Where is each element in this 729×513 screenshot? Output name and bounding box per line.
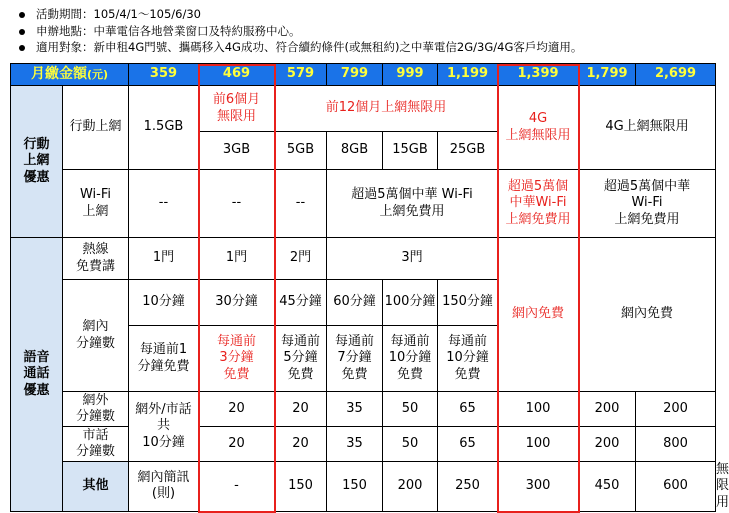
landline-469: 20 bbox=[199, 427, 275, 462]
per-call-line: 每通前 bbox=[334, 334, 374, 350]
per-call-line: 免費 bbox=[341, 366, 368, 382]
voice-category-line: 優惠 bbox=[23, 382, 50, 398]
sms-469: 150 bbox=[275, 462, 327, 512]
price-2699: 2,699 bbox=[636, 64, 716, 86]
offnet-1199: 65 bbox=[438, 392, 498, 427]
price-999: 999 bbox=[383, 64, 438, 86]
per-call-line: 免費 bbox=[454, 366, 481, 382]
wifi-1399-line: 上網免費用 bbox=[505, 211, 571, 227]
landline-2699: 800 bbox=[636, 427, 716, 462]
per-call-line: 10分鐘 bbox=[446, 350, 489, 366]
data-469: 3GB bbox=[199, 132, 275, 170]
mobile-data-label: 行動上網 bbox=[63, 86, 129, 170]
voice-category-line: 語音 bbox=[23, 350, 50, 365]
per-call-999 bbox=[383, 326, 438, 392]
per-call-line: 10分鐘 bbox=[388, 350, 432, 366]
mobile-category-line: 上網 bbox=[23, 153, 50, 169]
per-call-359 bbox=[129, 326, 199, 392]
wifi-mid-line: 上網免費用 bbox=[379, 203, 445, 219]
sms-359: - bbox=[199, 462, 275, 512]
onnet-free-high: 網內免費 bbox=[579, 238, 716, 392]
wifi-1399-line: 超過5萬個 bbox=[507, 179, 569, 195]
landline-1799: 200 bbox=[579, 427, 636, 462]
landline-label bbox=[63, 427, 129, 462]
wifi-high-line: Wi-Fi bbox=[631, 195, 663, 211]
landline-label-line: 市話 bbox=[82, 427, 109, 443]
price-579: 579 bbox=[275, 64, 327, 86]
per-call-line: 5分鐘 bbox=[283, 350, 318, 366]
wifi-label-line: Wi-Fi bbox=[79, 187, 111, 203]
onnet-label-line: 分鐘數 bbox=[75, 335, 115, 351]
hotline-row bbox=[11, 238, 716, 280]
onnet-minutes-469: 30分鐘 bbox=[199, 280, 275, 326]
price-1199: 1,199 bbox=[438, 64, 498, 86]
sms-799: 200 bbox=[383, 462, 438, 512]
wifi-mid-tier bbox=[327, 170, 498, 238]
sms-label-line: (則) bbox=[151, 486, 176, 502]
per-call-line: 分鐘免費 bbox=[137, 358, 190, 374]
landline-1399: 100 bbox=[498, 427, 579, 462]
per-call-line: 免費 bbox=[223, 366, 250, 382]
combined-line: 網外/市話共 bbox=[135, 402, 192, 434]
offnet-label-line: 網外 bbox=[82, 392, 109, 408]
sms-1399: 450 bbox=[579, 462, 636, 512]
wifi-high-tier bbox=[579, 170, 716, 238]
offnet-799: 35 bbox=[327, 392, 383, 427]
data-1399-line: 上網無限用 bbox=[505, 127, 571, 143]
wifi-mid-line: 超過5萬個中華 Wi-Fi bbox=[351, 187, 473, 203]
note-line: 無限用 bbox=[216, 108, 256, 124]
offnet-1399: 100 bbox=[498, 392, 579, 427]
data-12-month-note: 前12個月上網無限用 bbox=[275, 86, 498, 132]
sms-1799: 600 bbox=[636, 462, 716, 512]
per-call-469 bbox=[199, 326, 275, 392]
onnet-label-line: 網內 bbox=[82, 319, 109, 335]
mobile-data-row-a bbox=[11, 86, 716, 132]
data-1399-line: 4G bbox=[528, 111, 548, 127]
onnet-free-1399: 網內免費 bbox=[498, 238, 579, 392]
plan-comparison-table bbox=[10, 63, 729, 512]
wifi-label-line: 上網 bbox=[82, 203, 109, 219]
per-call-799 bbox=[327, 326, 383, 392]
price-469: 469 bbox=[199, 64, 275, 86]
hotline-label bbox=[63, 238, 129, 280]
landline-1199: 65 bbox=[438, 427, 498, 462]
landline-row bbox=[11, 427, 716, 462]
wifi-high-line: 上網免費用 bbox=[614, 211, 680, 227]
offnet-row bbox=[11, 392, 716, 427]
activity-period: 活動期間：105/4/1～105/6/30 bbox=[10, 6, 715, 23]
hotline-579: 2門 bbox=[275, 238, 327, 280]
per-call-line: 每通前 bbox=[390, 334, 430, 350]
wifi-469: -- bbox=[199, 170, 275, 238]
mobile-category-line: 行動 bbox=[23, 137, 50, 153]
combined-minutes-359 bbox=[129, 392, 199, 462]
mobile-category bbox=[11, 86, 63, 238]
data-469-note bbox=[199, 86, 275, 132]
activity-info bbox=[10, 6, 715, 56]
data-1399 bbox=[498, 86, 579, 170]
mobile-category-line: 優惠 bbox=[23, 169, 50, 185]
landline-999: 50 bbox=[383, 427, 438, 462]
sms-579: 150 bbox=[327, 462, 383, 512]
wifi-1399 bbox=[498, 170, 579, 238]
data-799: 8GB bbox=[327, 132, 383, 170]
onnet-minutes-799: 60分鐘 bbox=[327, 280, 383, 326]
per-call-line: 免費 bbox=[396, 366, 423, 382]
onnet-minutes-999: 100分鐘 bbox=[383, 280, 438, 326]
sms-1199: 300 bbox=[498, 462, 579, 512]
price-header-row bbox=[11, 64, 716, 86]
onnet-minutes-579: 45分鐘 bbox=[275, 280, 327, 326]
per-call-579 bbox=[275, 326, 327, 392]
wifi-1399-line: 中華Wi-Fi bbox=[509, 195, 567, 211]
landline-label-line: 分鐘數 bbox=[75, 444, 115, 459]
sms-999: 250 bbox=[438, 462, 498, 512]
per-call-line: 每通前 bbox=[447, 334, 487, 350]
per-call-line: 每通前1 bbox=[139, 342, 188, 358]
per-call-line: 7分鐘 bbox=[337, 350, 372, 366]
hotline-359: 1門 bbox=[129, 238, 199, 280]
note-line: 前6個月 bbox=[212, 92, 261, 108]
per-call-line: 每通前 bbox=[216, 334, 256, 350]
wifi-label bbox=[63, 170, 129, 238]
data-359: 1.5GB bbox=[129, 86, 199, 170]
onnet-label bbox=[63, 280, 129, 392]
monthly-fee-title bbox=[11, 64, 129, 86]
wifi-359: -- bbox=[129, 170, 199, 238]
wifi-row bbox=[11, 170, 716, 238]
offnet-1799: 200 bbox=[579, 392, 636, 427]
data-high-tier: 4G上網無限用 bbox=[579, 86, 716, 170]
per-call-line: 免費 bbox=[287, 366, 314, 382]
data-579: 5GB bbox=[275, 132, 327, 170]
hotline-label-line: 熱線 bbox=[82, 242, 109, 258]
sms-label bbox=[129, 462, 199, 512]
offnet-999: 50 bbox=[383, 392, 438, 427]
data-999: 15GB bbox=[383, 132, 438, 170]
wifi-579: -- bbox=[275, 170, 327, 238]
monthly-fee-label: 月繳金額 bbox=[30, 65, 87, 82]
landline-799: 35 bbox=[327, 427, 383, 462]
price-359: 359 bbox=[129, 64, 199, 86]
wifi-high-line: 超過5萬個中華 bbox=[603, 179, 691, 195]
offnet-2699: 200 bbox=[636, 392, 716, 427]
landline-579: 20 bbox=[275, 427, 327, 462]
sms-row: 其他 網內簡訊 (則) - 150 150 200 250 300 450 600 無限用 bbox=[11, 462, 716, 512]
onnet-minutes-359: 10分鐘 bbox=[129, 280, 199, 326]
hotline-mid-tier: 3門 bbox=[327, 238, 498, 280]
voice-category bbox=[11, 238, 63, 512]
price-1799: 1,799 bbox=[579, 64, 636, 86]
per-call-line: 每通前 bbox=[280, 334, 320, 350]
price-1399: 1,399 bbox=[498, 64, 579, 86]
combined-line: 10分鐘 bbox=[142, 434, 185, 450]
offnet-469: 20 bbox=[199, 392, 275, 427]
voice-category-line: 通話 bbox=[23, 366, 50, 382]
application-location: 申辦地點：中華電信各地營業窗口及特約服務中心。 bbox=[10, 23, 715, 40]
offnet-label-line: 分鐘數 bbox=[75, 409, 115, 424]
price-799: 799 bbox=[327, 64, 383, 86]
per-call-line: 3分鐘 bbox=[219, 350, 254, 366]
hotline-469: 1門 bbox=[199, 238, 275, 280]
sms-label-line: 網內簡訊 bbox=[137, 470, 190, 486]
onnet-minutes-1199: 150分鐘 bbox=[438, 280, 498, 326]
hotline-label-line: 免費講 bbox=[75, 258, 115, 274]
other-category: 其他 bbox=[63, 462, 129, 512]
offnet-579: 20 bbox=[275, 392, 327, 427]
per-call-1199 bbox=[438, 326, 498, 392]
monthly-fee-unit: (元) bbox=[86, 67, 109, 81]
eligible-customers: 適用對象：新申租4G門號、攜碼移入4G成功、符合續約條件(或無租約)之中華電信2G/3G/4G客戶均適用。 bbox=[10, 39, 715, 56]
offnet-label bbox=[63, 392, 129, 427]
data-1199: 25GB bbox=[438, 132, 498, 170]
